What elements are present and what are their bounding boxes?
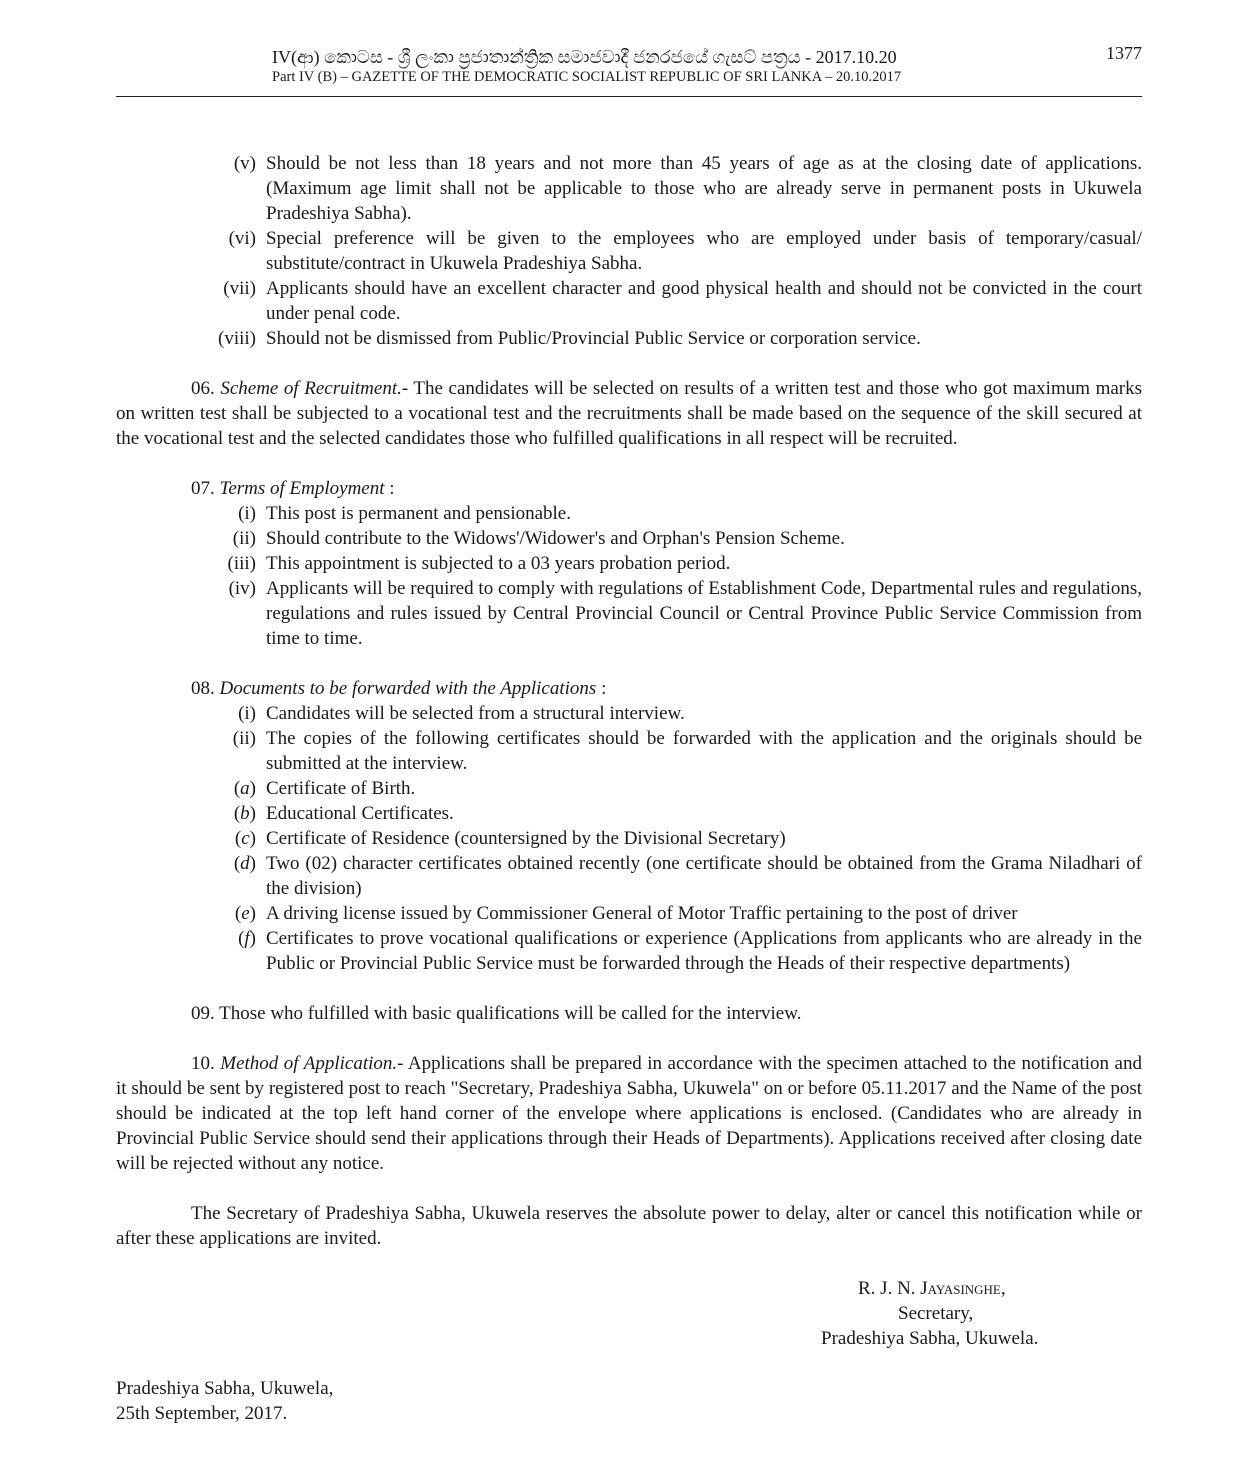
section-number: 08.	[191, 678, 215, 699]
item-letter: (e)	[234, 903, 256, 924]
item-number: (ii)	[232, 728, 256, 749]
list-item	[116, 151, 1142, 226]
item-text: Candidates will be selected from a structural interview.	[266, 703, 685, 724]
date-line: 25th September, 2017.	[116, 1403, 288, 1424]
section-title: Terms of Employment	[219, 478, 385, 499]
signatory-name: R. J. N. Jayasinghe,	[858, 1278, 1006, 1299]
signatory-office: Pradeshiya Sabha, Ukuwela.	[821, 1328, 1039, 1349]
item-text: Should not be dismissed from Public/Provincial Public Service or corporation service.	[266, 328, 921, 349]
header-english-title: Part IV (B) – GAZETTE OF THE DEMOCRATIC SOCIALIST REPUBLIC OF SRI LANKA – 20.10.2017	[272, 69, 902, 85]
item-letter: (a)	[233, 778, 256, 799]
section-title: Documents to be forwarded with the Applications	[219, 678, 597, 699]
item-text: This appointment is subjected to a 03 years probation period.	[266, 553, 731, 574]
section-text: - Applications shall be prepared in accordance with the specimen attached to the notification and it should be sent by registered post to reach "Secretary, Pradeshiya Sabha, Ukuwela" on or before 05.11.2017 and the Name of the post should be indicated at the top left hand corner of the envelope where applications is enclosed. (Candidates who are already in Provincial Public Service should send their applications through their Heads of Departments). Applications received after closing date will be rejected without any notice.	[116, 1053, 1142, 1174]
heading-suffix: :	[596, 678, 607, 699]
item-text: Applicants will be required to comply with regulations of Establishment Code, Departmental rules and regulations, regulations and rules issued by Central Provincial Council or Central Province Public Service Commission from time to time.	[266, 578, 1142, 649]
section-number: 06.	[191, 378, 215, 399]
item-letter: (c)	[234, 828, 256, 849]
item-text: Educational Certificates.	[266, 803, 454, 824]
item-number: (i)	[238, 703, 256, 724]
qualifications-list	[116, 151, 1142, 351]
closing-paragraph: The Secretary of Pradeshiya Sabha, Ukuwela reserves the absolute power to delay, alter or cancel this notification while or after these applications are invited.	[116, 1203, 1142, 1249]
gazette-page	[116, 40, 1142, 1426]
item-text: A driving license issued by Commissioner General of Motor Traffic pertaining to the post of driver	[266, 903, 1018, 924]
list-item	[116, 226, 1142, 276]
item-letter: (d)	[233, 853, 256, 874]
signature-block	[116, 1276, 1142, 1351]
list-item	[116, 926, 1142, 976]
place-line: Pradeshiya Sabha, Ukuwela,	[116, 1378, 334, 1399]
section-10-paragraph	[116, 1051, 1142, 1176]
item-text: The copies of the following certificates should be forwarded with the application and the originals should be submitted at the interview.	[266, 728, 1142, 774]
section-09-paragraph: 09. Those who fulfilled with basic qualifications will be called for the interview.	[191, 1003, 802, 1024]
item-text: Certificate of Residence (countersigned by the Divisional Secretary)	[266, 828, 786, 849]
section-title: Method of Application.	[220, 1053, 398, 1074]
list-item	[116, 801, 1142, 826]
list-item	[116, 526, 1142, 551]
list-item	[116, 501, 1142, 526]
section-06-paragraph	[116, 376, 1142, 451]
list-item	[116, 851, 1142, 901]
section-number: 10.	[191, 1053, 215, 1074]
section-07-heading	[116, 476, 1142, 501]
section-title: Scheme of Recruitment.	[220, 378, 402, 399]
page-header	[116, 40, 1142, 97]
terms-list	[116, 501, 1142, 651]
item-number: (vii)	[223, 278, 256, 299]
item-text: Should contribute to the Widows'/Widower's and Orphan's Pension Scheme.	[266, 528, 845, 549]
item-text: Should be not less than 18 years and not more than 45 years of age as at the closing date of applications. (Maximum age limit shall not be applicable to those who are already serve in permanent posts in Ukuwela Pradeshiya Sabha).	[266, 153, 1142, 224]
list-item	[116, 826, 1142, 851]
item-text: Certificate of Birth.	[266, 778, 416, 799]
item-text: Certificates to prove vocational qualifications or experience (Applications from applicants who are already in the Public or Provincial Public Service must be forwarded through the Heads of their respective departments)	[266, 928, 1142, 974]
item-text: Applicants should have an excellent character and good physical health and should not be convicted in the court under penal code.	[266, 278, 1142, 324]
heading-suffix: :	[384, 478, 395, 499]
list-item	[116, 276, 1142, 326]
page-number: 1377	[1106, 43, 1142, 63]
list-item	[116, 776, 1142, 801]
list-item	[116, 901, 1142, 926]
item-text: Special preference will be given to the employees who are employed under basis of temporary/casual/ substitute/contract in Ukuwela Pradeshiya Sabha.	[266, 228, 1142, 274]
page-content	[116, 97, 1142, 1426]
item-number: (iv)	[228, 578, 256, 599]
item-number: (v)	[233, 153, 256, 174]
item-number: (vi)	[228, 228, 256, 249]
list-item	[116, 326, 1142, 351]
list-item	[116, 726, 1142, 776]
documents-list	[116, 701, 1142, 976]
place-date-block	[116, 1376, 1142, 1426]
item-number: (ii)	[232, 528, 256, 549]
section-number: 07.	[191, 478, 215, 499]
item-letter: (b)	[233, 803, 256, 824]
signatory-title: Secretary,	[898, 1303, 974, 1324]
item-number: (viii)	[218, 328, 256, 349]
item-text: Two (02) character certificates obtained recently (one certificate should be obtained from the Grama Niladhari of the division)	[266, 853, 1142, 899]
item-letter: (f)	[238, 928, 256, 949]
item-number: (i)	[238, 503, 256, 524]
item-number: (iii)	[227, 553, 256, 574]
section-08-heading	[116, 676, 1142, 701]
list-item	[116, 551, 1142, 576]
section-text: - The candidates will be selected on results of a written test and those who got maximum marks on written test shall be subjected to a vocational test and the recruitments shall be made based on the sequence of the skill secured at the vocational test and the selected candidates those who fulfilled qualifications in all respect will be recruited.	[116, 378, 1143, 449]
list-item	[116, 701, 1142, 726]
list-item	[116, 576, 1142, 651]
header-sinhala-title: IV(ආ) කොටස - ශ්‍රී ලංකා ප්‍රජාතාන්ත්‍රික සමාජවාදී ජනරජයේ ගැසට් පත්‍රය - 2017.10.20	[272, 47, 897, 67]
item-text: This post is permanent and pensionable.	[266, 503, 571, 524]
